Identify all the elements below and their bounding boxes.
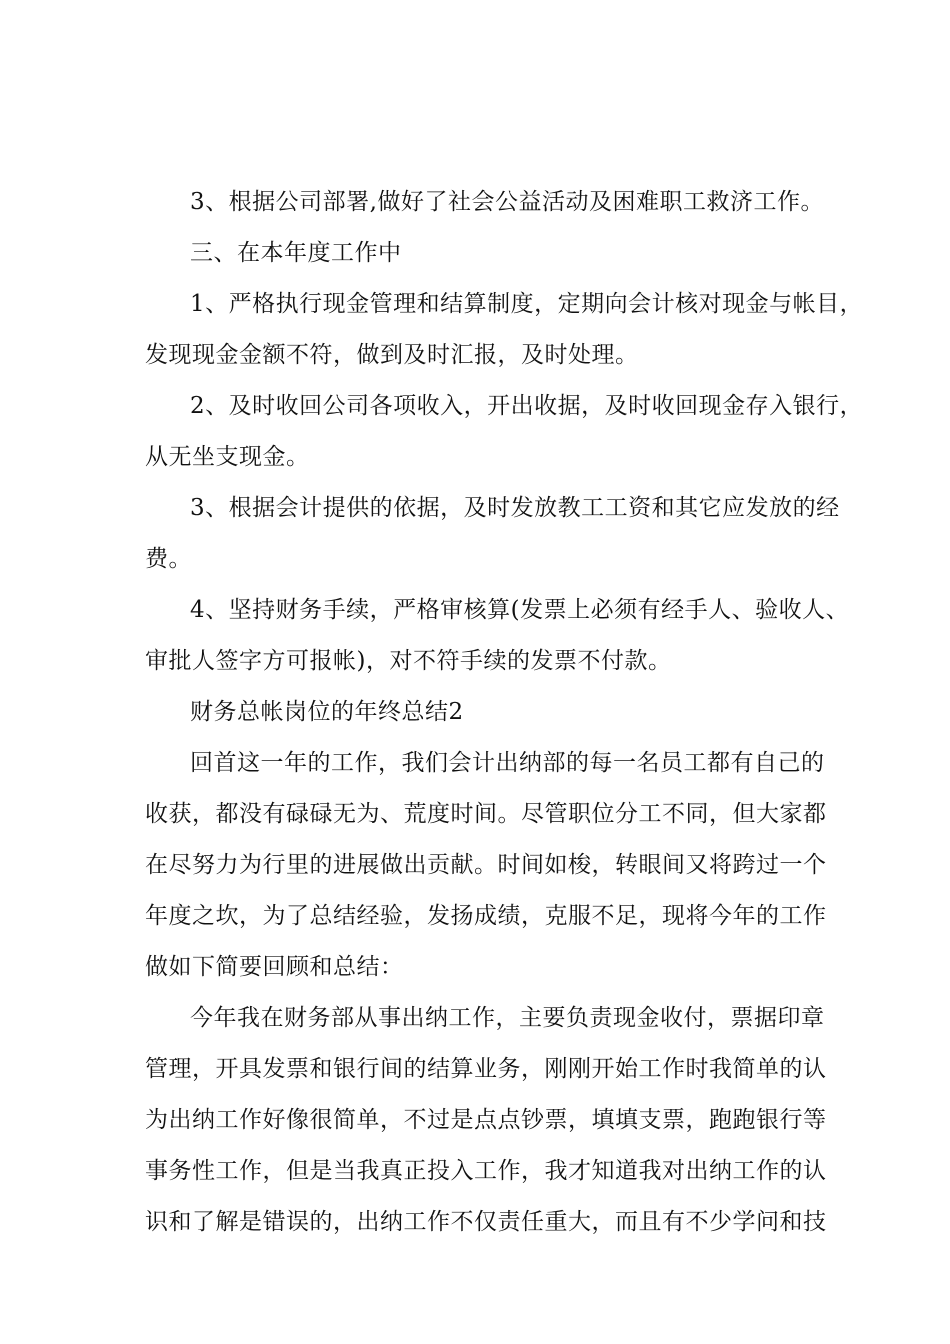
paragraph-line: 3、根据会计提供的依据，及时发放教工工资和其它应发放的经 — [190, 495, 840, 521]
paragraph-line: 发现现金金额不符，做到及时汇报，及时处理。 — [145, 342, 639, 368]
paragraph-line: 管理，开具发票和银行间的结算业务，刚刚开始工作时我简单的认 — [145, 1056, 827, 1082]
paragraph-line: 3、根据公司部署,做好了社会公益活动及困难职工救济工作。 — [190, 189, 824, 215]
paragraph-line: 为出纳工作好像很简单，不过是点点钞票，填填支票，跑跑银行等 — [145, 1107, 827, 1133]
paragraph-line: 1、严格执行现金管理和结算制度，定期向会计核对现金与帐目， — [190, 291, 864, 317]
paragraph-line: 在尽努力为行里的进展做出贡献。时间如梭，转眼间又将跨过一个 — [145, 852, 827, 878]
paragraph-line: 年度之坎，为了总结经验，发扬成绩，克服不足，现将今年的工作 — [145, 903, 827, 929]
paragraph-line: 事务性工作，但是当我真正投入工作，我才知道我对出纳工作的认 — [145, 1158, 827, 1184]
paragraph-line: 收获，都没有碌碌无为、荒度时间。尽管职位分工不同，但大家都 — [145, 801, 827, 827]
section-heading: 三、在本年度工作中 — [190, 240, 402, 266]
paragraph-line: 从无坐支现金。 — [145, 444, 310, 470]
paragraph-line: 审批人签字方可报帐)，对不符手续的发票不付款。 — [145, 648, 672, 674]
paragraph-line: 做如下简要回顾和总结： — [145, 954, 404, 980]
paragraph-line: 2、及时收回公司各项收入，开出收据，及时收回现金存入银行， — [190, 393, 864, 419]
paragraph-line: 费。 — [145, 546, 192, 572]
paragraph-line: 4、坚持财务手续，严格审核算(发票上必须有经手人、验收人、 — [190, 597, 850, 623]
section-title: 财务总帐岗位的年终总结2 — [190, 699, 464, 725]
paragraph-line: 今年我在财务部从事出纳工作，主要负责现金收付，票据印章 — [190, 1005, 825, 1031]
paragraph-line: 回首这一年的工作，我们会计出纳部的每一名员工都有自己的 — [190, 750, 825, 776]
paragraph-line: 识和了解是错误的，出纳工作不仅责任重大，而且有不少学问和技 — [145, 1209, 827, 1235]
